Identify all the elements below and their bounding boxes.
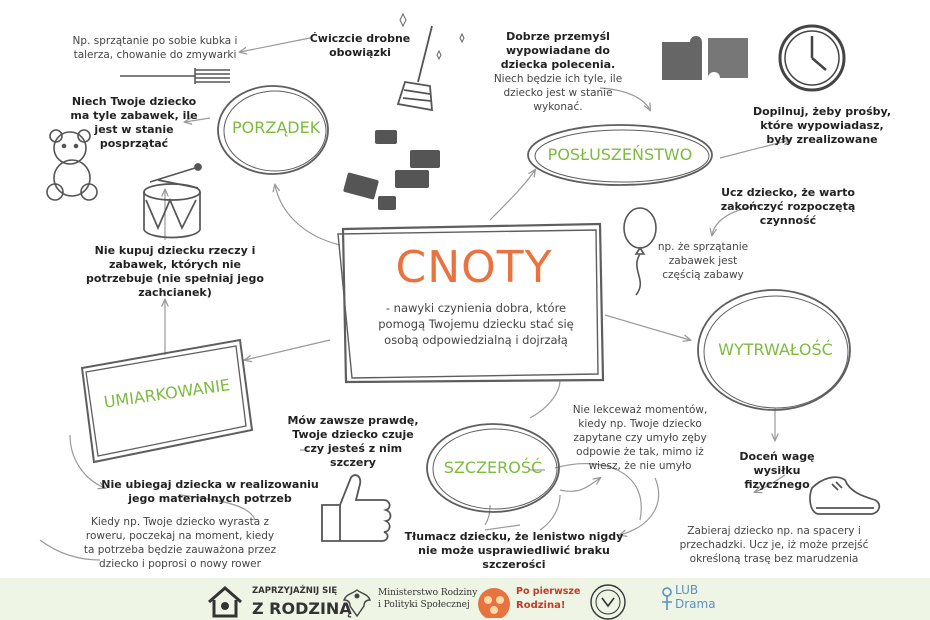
virtue-szczerosc: SZCZEROŚĆ <box>443 458 543 477</box>
note-ucz-example: np. że sprzątanie zabawek jest częścią zabawy <box>657 241 749 281</box>
logo1-line2: Z RODZINĄ <box>252 599 352 618</box>
drum-icon <box>144 164 201 238</box>
puzzle-icon <box>662 36 748 80</box>
house-logo-icon <box>205 584 245 618</box>
round-seal-icon <box>588 582 628 620</box>
logo1-line1: ZAPRZYJAŹNIJ SIĘ <box>252 586 338 596</box>
note-prawda: Mów zawsze prawdę, Twoje dziecko czuje czy jesteś z nim szczery <box>287 414 419 469</box>
note-nie-kupuj: Nie kupuj dziecku rzeczy i zabawek, których nie potrzebuje (nie spełniaj jego zachcianek) <box>86 244 264 299</box>
balloon-icon <box>624 208 656 295</box>
center-title: CNOTY <box>395 242 553 293</box>
note-polecenia-rest: Niech będzie ich tyle, ile dziecko jest w stanie wykonać. <box>493 73 623 113</box>
center-subtitle: - nawyki czynienia dobra, które pomogą Twojemu dziecku stać się osobą odpowiedzialną i dojrzałą <box>378 301 574 347</box>
note-ucz: Ucz dziecko, że warto zakończyć rozpoczętą czynność <box>720 186 856 227</box>
note-docen: Doceń wagę wysiłku fizycznego <box>739 450 815 491</box>
drama-figure-icon <box>660 586 674 616</box>
footer-logos <box>0 578 930 620</box>
virtue-posluszenstwo: POSŁUSZEŃSTWO <box>547 145 693 164</box>
note-zabawki: Niech Twoje dziecko ma tyle zabawek, ile jest w stanie posprzątać <box>70 95 198 150</box>
clock-icon <box>780 26 844 90</box>
logo3-line1: Po pierwsze <box>516 586 581 597</box>
note-rower: Kiedy np. Twoje dziecko wyrasta z roweru, poczekaj na moment, kiedy ta potrzeba będzie zauważona przez dziecko i poprosi o nowy rower <box>83 516 277 570</box>
logo5-line2: Drama <box>675 597 716 611</box>
thumbs-up-icon <box>322 475 391 541</box>
logo3-line2: Rodzina! <box>516 600 566 611</box>
family-logo-icon <box>474 584 514 618</box>
note-polecenia <box>488 30 628 114</box>
logo2-line2: i Polityki Społecznej <box>378 600 470 610</box>
note-obowiazki-title: Ćwiczcie drobne obowiązki <box>309 32 411 59</box>
eagle-emblem-icon <box>342 586 372 618</box>
logo5-line1: LUB <box>675 583 699 597</box>
note-spacery: Zabieraj dziecko np. na spacery i przechadzki. Ucz je, iż może przejść określoną trasę bez marudzenia <box>679 525 869 565</box>
note-dopilnuj: Dopilnuj, żeby prośby, które wypowiadasz, były zrealizowane <box>752 105 892 146</box>
note-lenistwo: Tłumacz dziecku, że lenistwo nigdy nie może usprawiedliwić braku szczerości <box>404 530 624 571</box>
virtue-wytrwalosc: WYTRWAŁOŚĆ <box>718 340 833 359</box>
note-nie-ubiegaj: Nie ubiegaj dziecka w realizowaniu jego materialnych potrzeb <box>101 478 319 505</box>
logo2-line1: Ministerstwo Rodziny <box>378 588 478 598</box>
note-obowiazki-example: Np. sprzątanie po sobie kubka i talerza, chowanie do zmywarki <box>72 35 238 61</box>
note-polecenia-bold: Dobrze przemyśl wypowiadane do dziecka polecenia. <box>500 30 616 71</box>
note-momenty: Nie lekceważ momentów, kiedy np. Twoje dziecko zapytane czy umyło zęby odpowie że tak, mimo iż wiesz, że nie umyło <box>572 404 708 472</box>
blocks-icon <box>343 130 440 210</box>
virtue-porzadek: PORZĄDEK <box>232 118 321 137</box>
virtue-umiarkowanie: UMIARKOWANIE <box>102 375 232 412</box>
fork-icon <box>120 68 230 84</box>
